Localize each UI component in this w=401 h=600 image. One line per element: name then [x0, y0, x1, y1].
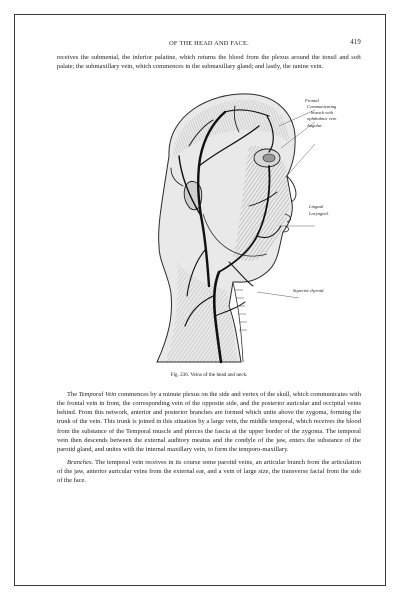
label-superior-thyroid: Superior thyroid. [293, 287, 325, 293]
running-head [57, 37, 361, 51]
label-communicating-3: ophthalmic vein [307, 115, 337, 121]
figure-veins-head-neck [57, 80, 361, 384]
temporal-vein-paragraph [57, 390, 361, 455]
label-laryngeal: Laryngeal. [309, 210, 330, 216]
running-head-title: OF THE HEAD AND FACE. [169, 40, 249, 47]
figure-caption: Fig. 236. Veins of the head and neck. [170, 371, 248, 378]
label-lingual: Lingual [309, 203, 324, 209]
term-branches: Branches. [67, 458, 94, 466]
intro-paragraph: receives the submental, the inferior palatine, which returns the blood from the plexus around the tonsil and soft palate; the submaxillary vein, which commences in the submaxillary gland; and lastly, the ranine vein. [57, 54, 361, 71]
branches-text: The temporal vein receives in its course some parotid veins, an articular branch from the articulation of the jaw, anterior auricular veins from the external ear, and a vein of large size, the transverse facial from the side of the face. [57, 458, 361, 485]
temporal-lead: The [67, 390, 79, 398]
label-angular: Angular [307, 122, 323, 128]
term-temporal-vein: Temporal Vein [78, 390, 117, 398]
page-content [57, 37, 361, 486]
label-frontal: Frontal [305, 97, 319, 103]
page-number: 419 [350, 39, 361, 46]
label-communicating-1: Communicating [307, 103, 337, 109]
body-text [57, 390, 361, 486]
label-communicating-2: branch with [311, 109, 334, 115]
anatomical-illustration [129, 86, 317, 366]
page [14, 14, 386, 586]
temporal-text: commences by a minute plexus on the side and vertex of the skull, which communicates with the frontal vein in front, the corresponding vein of the opposite side, and the posterior auricular and occipital veins behind. From this network, anterior and posterior branches are formed which unite above the zygoma, forming the trunk of the vein. This trunk is joined in this situation by a large vein, the middle temporal, which receives the blood from the substance of the Temporal muscle and pierces the fascia at the upper border of the zygoma. The temporal vein then descends between the external auditory meatus and the condyle of the jaw, enters the substance of the parotid gland, and unites with the internal maxillary vein, to form the temporo-maxillary. [57, 390, 362, 454]
branches-paragraph [57, 458, 361, 486]
